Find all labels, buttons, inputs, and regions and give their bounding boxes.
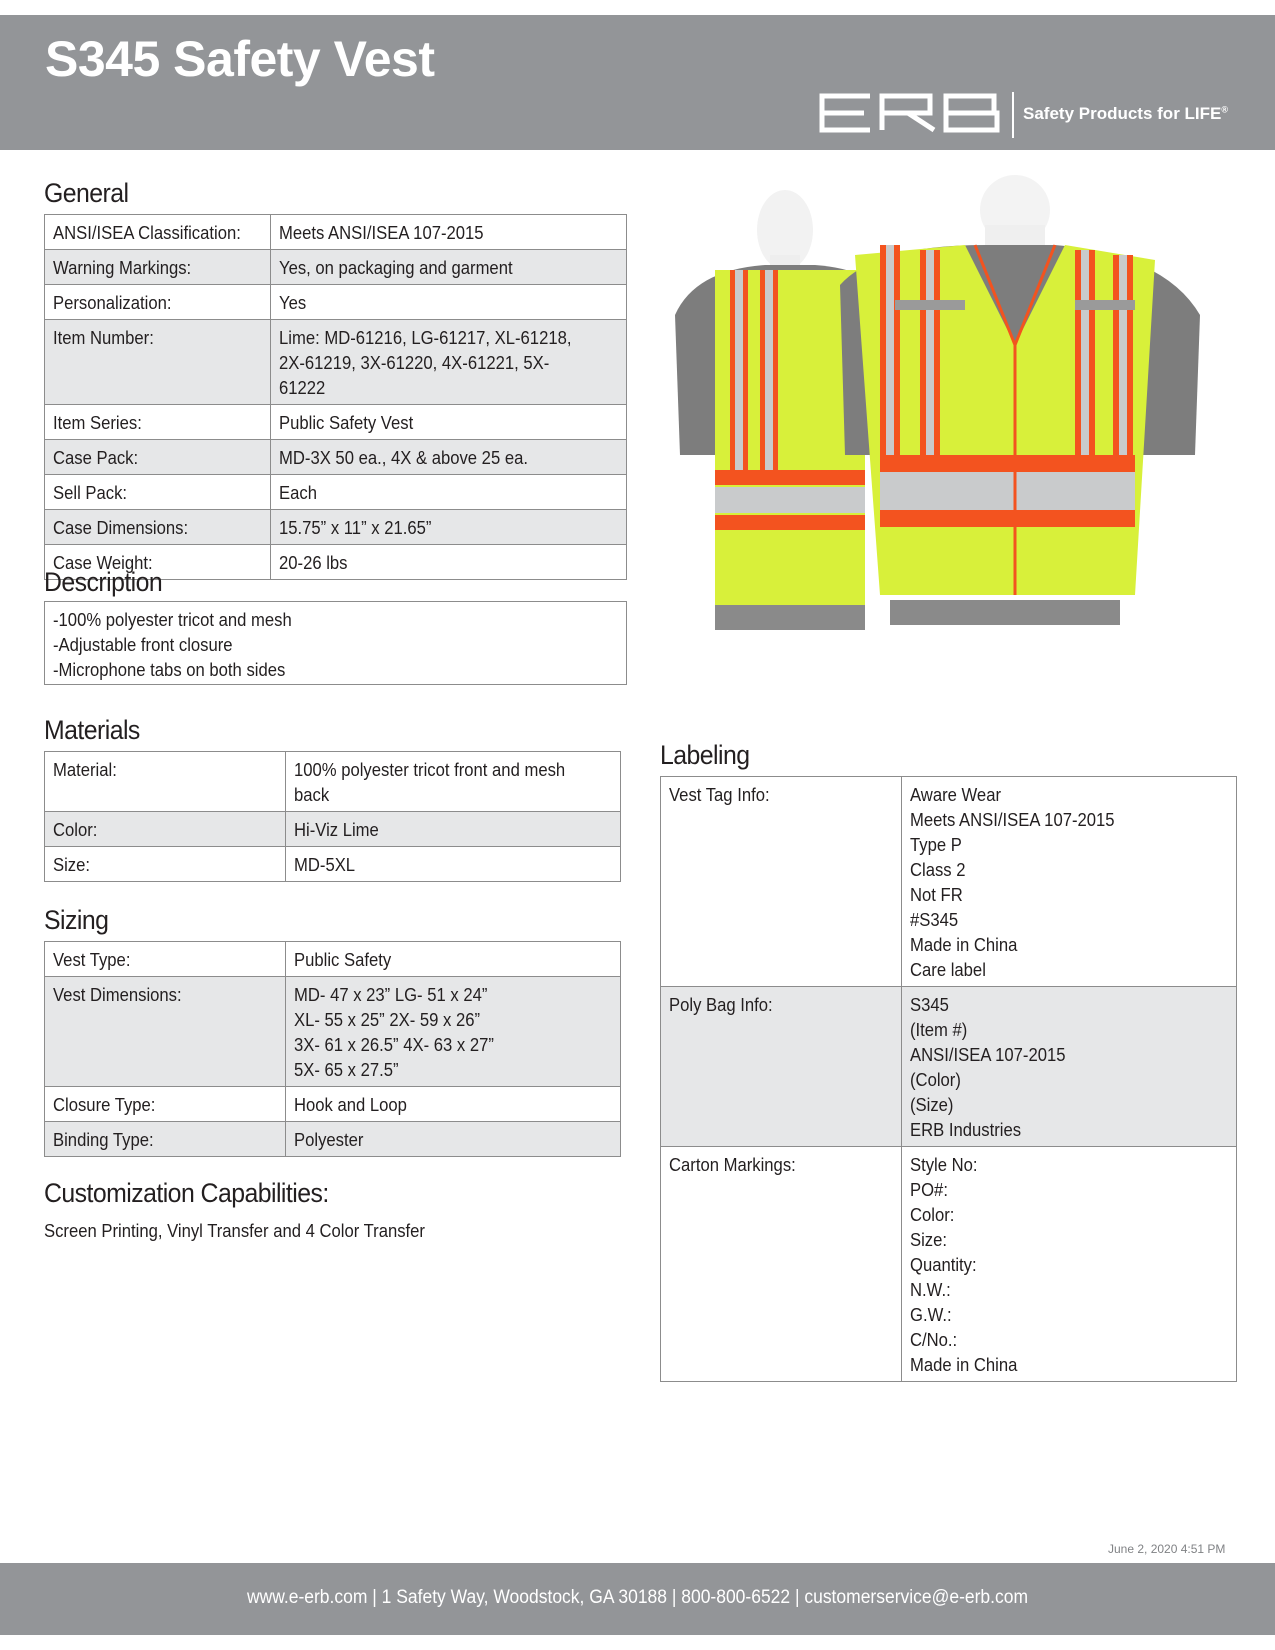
row-value: 100% polyester tricot front and mesh back bbox=[293, 759, 565, 805]
row-value-cell bbox=[270, 405, 626, 440]
row-value-cell bbox=[270, 320, 626, 405]
row-label-cell bbox=[45, 405, 271, 440]
row-label-cell bbox=[45, 215, 271, 250]
row-label-cell bbox=[45, 977, 286, 1087]
row-value-cell bbox=[285, 812, 620, 847]
row-label-cell bbox=[45, 1122, 286, 1157]
row-value-cell bbox=[285, 1122, 620, 1157]
row-value-cell bbox=[270, 250, 626, 285]
logo-divider bbox=[1012, 92, 1014, 138]
row-label-cell bbox=[45, 475, 271, 510]
labeling-table bbox=[660, 776, 1237, 1382]
description-heading: Description bbox=[44, 567, 163, 597]
row-label: Size: bbox=[53, 854, 91, 875]
table-row bbox=[45, 510, 627, 545]
row-label: Case Pack: bbox=[53, 447, 139, 468]
customization-heading: Customization Capabilities: bbox=[44, 1178, 329, 1208]
row-label: Binding Type: bbox=[53, 1129, 154, 1150]
row-value: Polyester bbox=[293, 1129, 364, 1150]
row-value-cell bbox=[270, 545, 626, 580]
row-label-cell bbox=[45, 752, 286, 812]
row-value: Each bbox=[278, 482, 317, 503]
row-value: Aware Wear Meets ANSI/ISEA 107-2015 Type P Class 2 Not FR #S345 Made in China Care label bbox=[909, 784, 1115, 980]
row-label-cell bbox=[661, 1147, 902, 1382]
row-label: Case Dimensions: bbox=[53, 517, 189, 538]
row-value-cell bbox=[270, 440, 626, 475]
row-value-cell bbox=[901, 987, 1236, 1147]
row-label: Vest Dimensions: bbox=[53, 984, 182, 1005]
table-row bbox=[45, 440, 627, 475]
row-value: Meets ANSI/ISEA 107-2015 bbox=[278, 222, 484, 243]
row-value: Style No: PO#: Color: Size: Quantity: N.W.: G.W.: C/No.: Made in China bbox=[909, 1154, 1017, 1375]
row-label: Color: bbox=[53, 819, 98, 840]
row-value-cell bbox=[285, 752, 620, 812]
row-value-cell bbox=[270, 215, 626, 250]
customization-text: Screen Printing, Vinyl Transfer and 4 Color Transfer bbox=[44, 1220, 425, 1241]
row-label: Case Weight: bbox=[53, 552, 153, 573]
row-label-cell bbox=[661, 777, 902, 987]
row-value-cell bbox=[270, 475, 626, 510]
row-value: Hook and Loop bbox=[293, 1094, 407, 1115]
row-value-cell bbox=[270, 285, 626, 320]
tagline: Safety Products for LIFE® bbox=[1023, 104, 1229, 123]
row-value: MD-3X 50 ea., 4X & above 25 ea. bbox=[278, 447, 528, 468]
row-label: Warning Markings: bbox=[53, 257, 192, 278]
general-heading: General bbox=[44, 178, 129, 208]
row-label-cell bbox=[661, 987, 902, 1147]
vest-product-image bbox=[655, 175, 1265, 675]
row-value-cell bbox=[901, 777, 1236, 987]
row-label: Poly Bag Info: bbox=[669, 994, 773, 1015]
description-line: -100% polyester tricot and mesh bbox=[53, 609, 292, 630]
table-row bbox=[45, 847, 621, 882]
row-value: Public Safety Vest bbox=[278, 412, 413, 433]
row-value: Hi-Viz Lime bbox=[293, 819, 379, 840]
sizing-heading: Sizing bbox=[44, 905, 109, 935]
labeling-heading: Labeling bbox=[660, 740, 750, 770]
table-row bbox=[661, 777, 1237, 987]
row-label-cell bbox=[45, 1087, 286, 1122]
table-row bbox=[45, 475, 627, 510]
row-label-cell bbox=[45, 250, 271, 285]
table-row bbox=[45, 977, 621, 1087]
row-value: S345 (Item #) ANSI/ISEA 107-2015 (Color) (Size) ERB Industries bbox=[909, 994, 1066, 1140]
row-label-cell bbox=[45, 847, 286, 882]
row-label-cell bbox=[45, 510, 271, 545]
row-value-cell bbox=[901, 1147, 1236, 1382]
footer-contact: www.e-erb.com | 1 Safety Way, Woodstock, GA 30188 | 800-800-6522 | customerservice@e-erb.com bbox=[246, 1587, 1029, 1608]
description-box bbox=[44, 601, 627, 685]
row-label: Item Number: bbox=[53, 327, 154, 348]
row-value: MD-5XL bbox=[293, 854, 355, 875]
row-value-cell bbox=[285, 1087, 620, 1122]
table-row bbox=[45, 215, 627, 250]
row-label: Vest Type: bbox=[53, 949, 131, 970]
row-label-cell bbox=[45, 812, 286, 847]
row-value-cell bbox=[285, 942, 620, 977]
row-label: Closure Type: bbox=[53, 1094, 156, 1115]
row-value: MD- 47 x 23” LG- 51 x 24” XL- 55 x 25” 2X- 59 x 26” 3X- 61 x 26.5” 4X- 63 x 27” 5X- 65 x 27.5” bbox=[293, 984, 494, 1080]
row-value: 15.75” x 11” x 21.65” bbox=[278, 517, 432, 538]
description-line: -Adjustable front closure bbox=[53, 634, 233, 655]
erb-logo bbox=[818, 92, 1001, 134]
page-title: S345 Safety Vest bbox=[45, 31, 435, 87]
row-label-cell bbox=[45, 942, 286, 977]
row-label: Personalization: bbox=[53, 292, 172, 313]
row-label: Sell Pack: bbox=[53, 482, 128, 503]
materials-table bbox=[44, 751, 621, 882]
row-value: 20-26 lbs bbox=[278, 552, 348, 573]
general-table bbox=[44, 214, 627, 580]
row-label: Material: bbox=[53, 759, 117, 780]
table-row bbox=[45, 752, 621, 812]
table-row bbox=[45, 1122, 621, 1157]
row-value: Lime: MD-61216, LG-61217, XL-61218, 2X-61219, 3X-61220, 4X-61221, 5X-61222 bbox=[278, 327, 572, 398]
materials-heading: Materials bbox=[44, 715, 140, 745]
row-label: Vest Tag Info: bbox=[669, 784, 770, 805]
row-label: ANSI/ISEA Classification: bbox=[53, 222, 241, 243]
row-value: Yes bbox=[278, 292, 306, 313]
row-value-cell bbox=[270, 510, 626, 545]
timestamp: June 2, 2020 4:51 PM bbox=[1108, 1542, 1226, 1556]
row-value-cell bbox=[285, 977, 620, 1087]
table-row bbox=[45, 405, 627, 440]
table-row bbox=[661, 1147, 1237, 1382]
sizing-table bbox=[44, 941, 621, 1157]
row-label: Carton Markings: bbox=[669, 1154, 796, 1175]
table-row bbox=[45, 285, 627, 320]
table-row bbox=[45, 1087, 621, 1122]
table-row bbox=[45, 250, 627, 285]
row-value: Yes, on packaging and garment bbox=[278, 257, 513, 278]
description-line: -Microphone tabs on both sides bbox=[53, 659, 286, 680]
row-label: Item Series: bbox=[53, 412, 142, 433]
table-row bbox=[45, 942, 621, 977]
row-label-cell bbox=[45, 285, 271, 320]
table-row bbox=[661, 987, 1237, 1147]
registered-mark: ® bbox=[1221, 104, 1229, 115]
row-value-cell bbox=[285, 847, 620, 882]
table-row bbox=[45, 812, 621, 847]
row-label-cell bbox=[45, 440, 271, 475]
row-label-cell bbox=[45, 320, 271, 405]
table-row bbox=[45, 320, 627, 405]
row-value: Public Safety bbox=[293, 949, 391, 970]
